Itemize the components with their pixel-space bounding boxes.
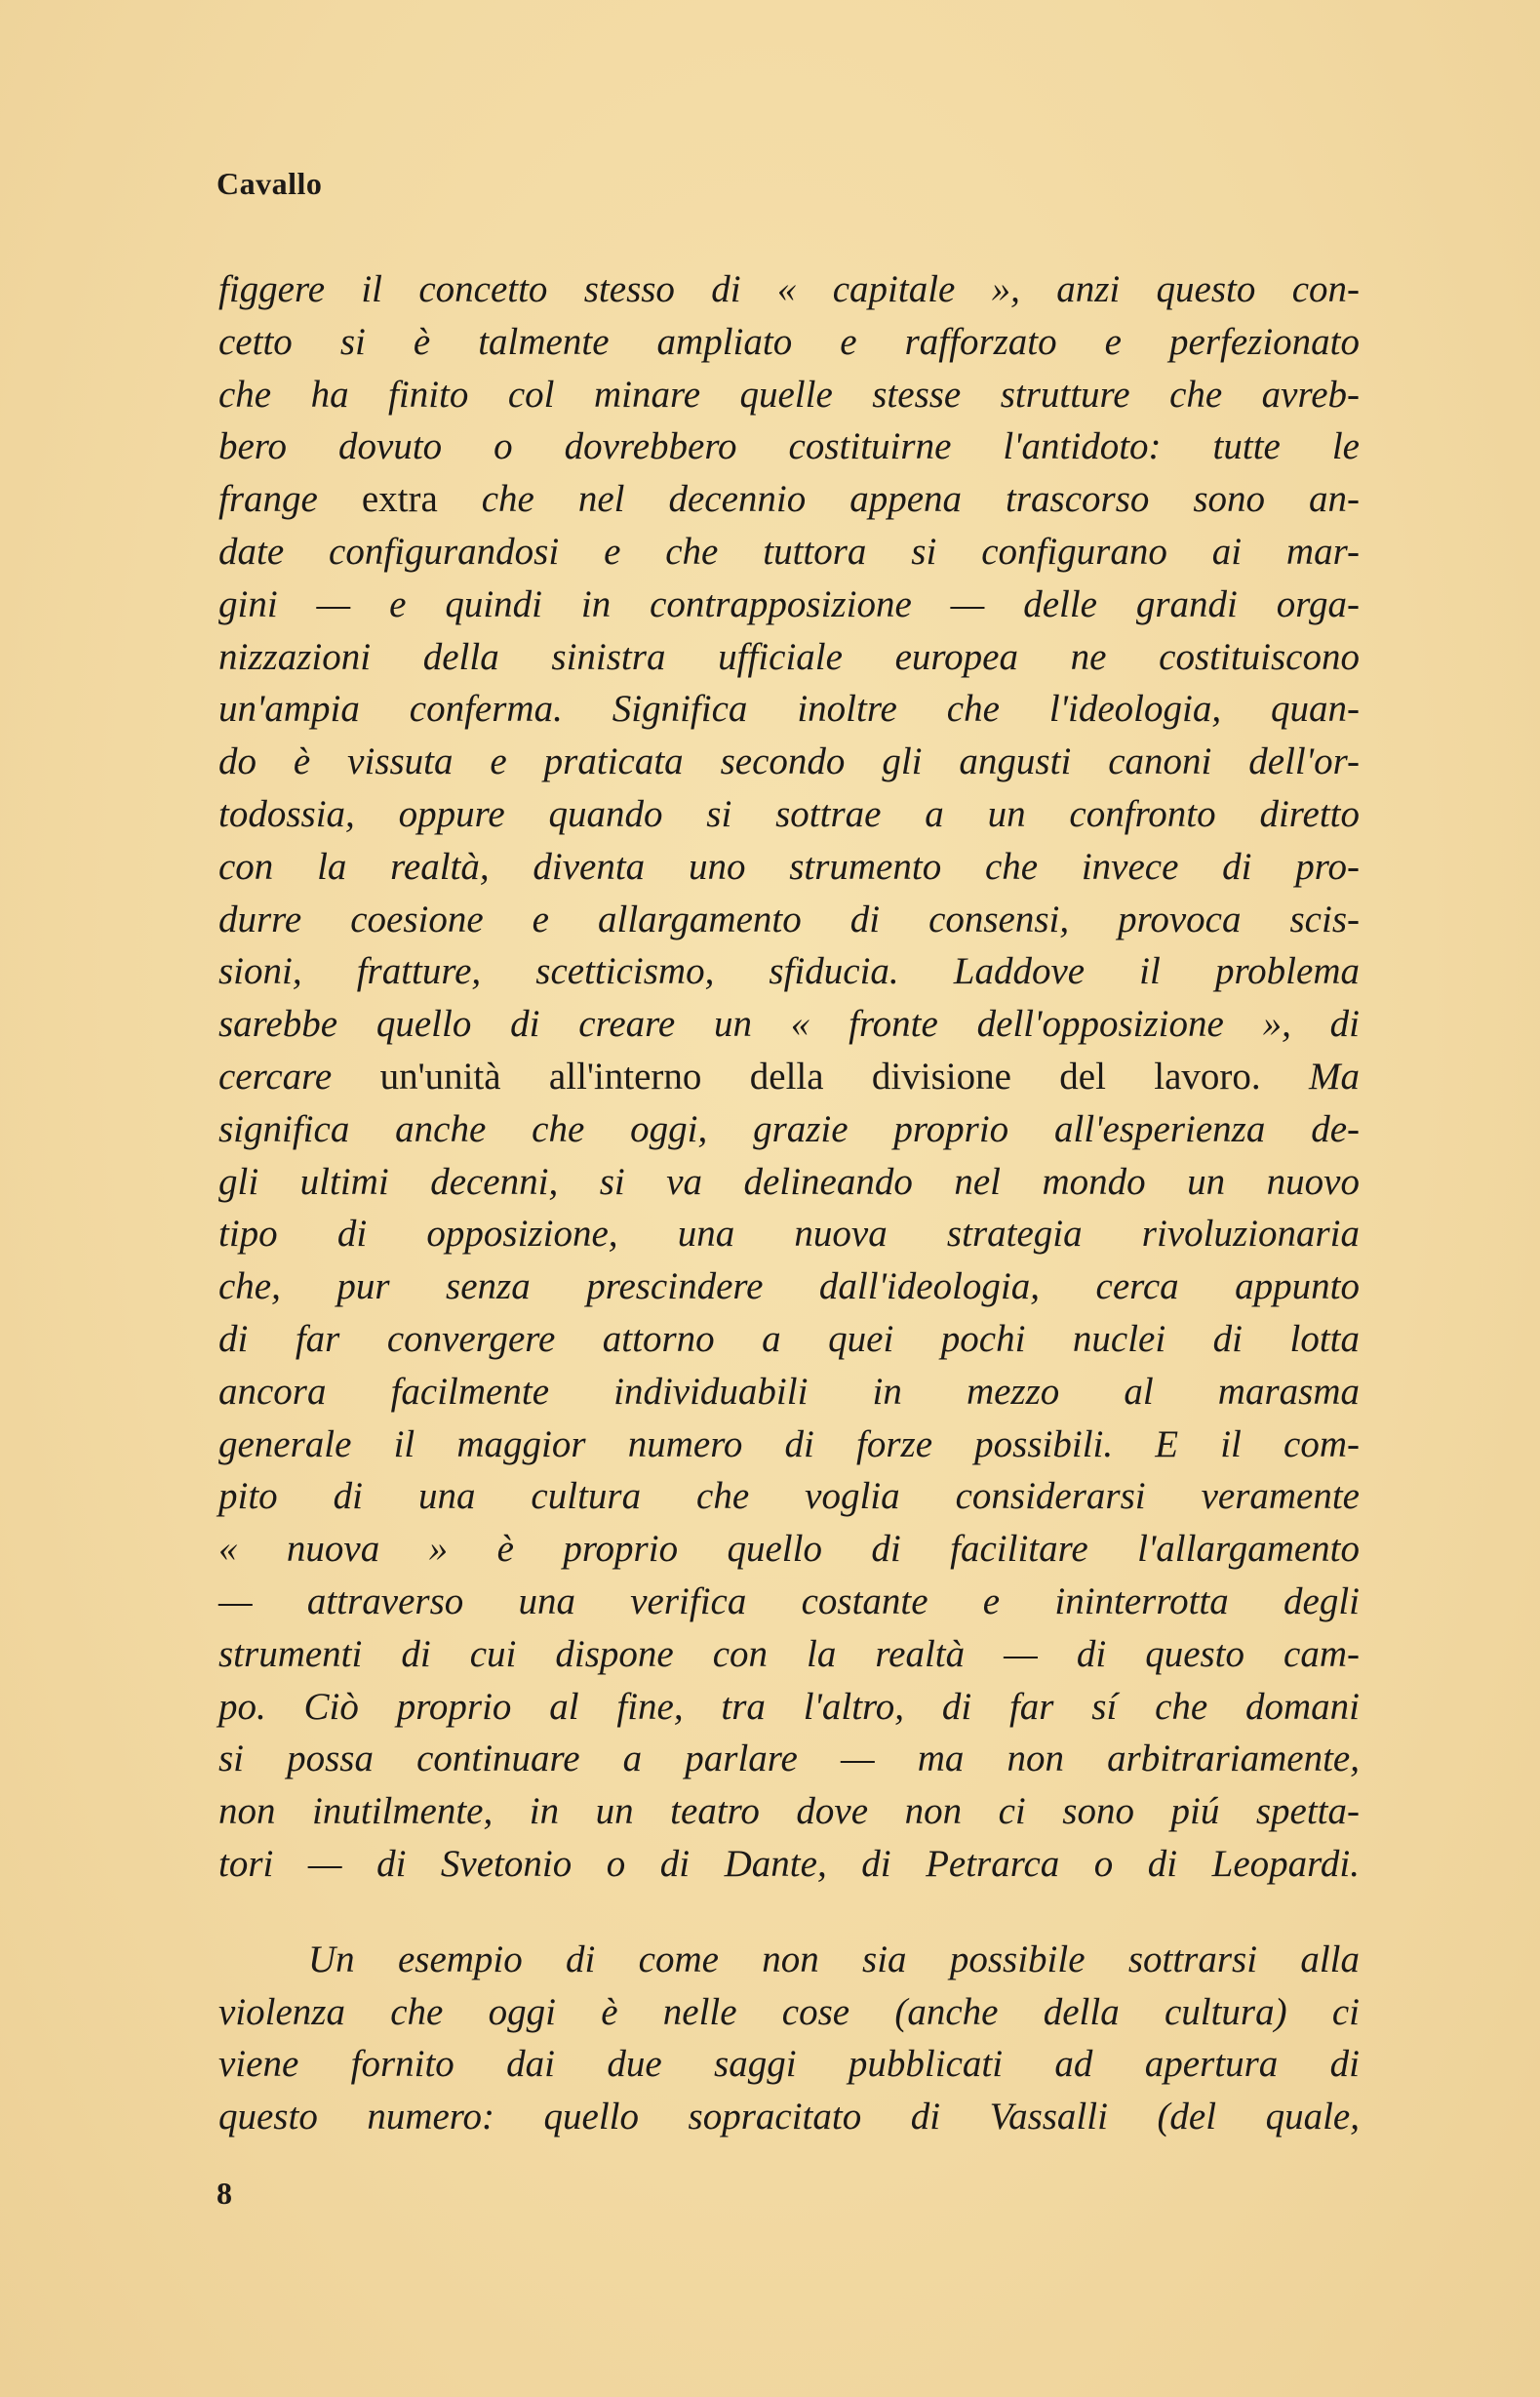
roman-text: un'unità all'interno della divisione del lavoro.	[379, 1055, 1310, 1098]
italic-text: date configurandosi e che tuttora si configurano ai mar-	[218, 530, 1360, 573]
text-line	[218, 736, 1360, 788]
paragraph-2	[218, 1934, 1360, 2143]
page-number: 8	[217, 2176, 232, 2211]
text-line	[218, 1470, 1360, 1523]
italic-text: questo numero: quello sopracitato di Vassalli (del quale,	[218, 2096, 1360, 2138]
text-line	[218, 1681, 1360, 1734]
text-line	[218, 1934, 1360, 1986]
italic-text: pito di una cultura che voglia considerarsi veramente	[218, 1475, 1360, 1518]
italic-text: bero dovuto o dovrebbero costituirne l'antidoto: tutte le	[218, 425, 1360, 468]
text-line	[218, 1628, 1360, 1681]
italic-text: si possa continuare a parlare — ma non arbitrariamente,	[218, 1738, 1360, 1780]
italic-text: Un esempio di come non sia possibile sottrarsi alla	[308, 1938, 1360, 1980]
text-line	[218, 683, 1360, 736]
italic-text: todossia, oppure quando si sottrae a un confronto diretto	[218, 792, 1360, 835]
text-line	[218, 1156, 1360, 1209]
text-line	[218, 1051, 1360, 1103]
italic-text: cercare	[218, 1055, 380, 1098]
italic-text: figgere il concetto stesso di « capitale », anzi questo con-	[218, 268, 1360, 310]
italic-text: sioni, fratture, scetticismo, sfiducia. Laddove il problema	[218, 950, 1360, 993]
text-line	[218, 1838, 1360, 1891]
text-line	[218, 841, 1360, 894]
text-line	[218, 579, 1360, 631]
italic-text: tipo di opposizione, una nuova strategia rivoluzionaria	[218, 1213, 1360, 1256]
body-text	[218, 263, 1360, 2143]
text-line	[218, 2091, 1360, 2143]
italic-text: che ha finito col minare quelle stesse strutture che avreb-	[218, 373, 1360, 416]
italic-text: cetto si è talmente ampliato e rafforzato e perfezionato	[218, 320, 1360, 363]
italic-text: viene fornito dai due saggi pubblicati ad apertura di	[218, 2043, 1360, 2086]
italic-text: « nuova » è proprio quello di facilitare l'allargamento	[218, 1528, 1360, 1571]
italic-text: durre coesione e allargamento di consensi, provoca scis-	[218, 898, 1360, 940]
text-line	[218, 420, 1360, 473]
text-line	[218, 1986, 1360, 2039]
italic-text: significa anche che oggi, grazie proprio all'esperienza de-	[218, 1107, 1360, 1150]
italic-text: violenza che oggi è nelle cose (anche della cultura) ci	[218, 1990, 1360, 2033]
text-line	[218, 316, 1360, 369]
text-line	[218, 998, 1360, 1051]
running-head: Cavallo	[217, 166, 323, 201]
italic-text: generale il maggior numero di forze possibili. E il com-	[218, 1422, 1360, 1465]
text-line	[218, 1733, 1360, 1785]
italic-text: che, pur senza prescindere dall'ideologia, cerca appunto	[218, 1265, 1360, 1308]
italic-text: sarebbe quello di creare un « fronte dell'opposizione », di	[218, 1003, 1360, 1046]
text-line	[218, 1260, 1360, 1313]
text-line	[218, 1523, 1360, 1576]
italic-text: un'ampia conferma. Significa inoltre che l'ideologia, quan-	[218, 688, 1360, 731]
italic-text: — attraverso una verifica costante e ininterrotta degli	[218, 1579, 1360, 1622]
text-line	[218, 1103, 1360, 1156]
italic-text: nizzazioni della sinistra ufficiale europea ne costituiscono	[218, 635, 1360, 678]
text-line	[218, 1208, 1360, 1260]
paragraph-1	[218, 263, 1360, 1891]
text-line	[218, 1576, 1360, 1628]
text-line	[218, 1785, 1360, 1838]
italic-text: tori — di Svetonio o di Dante, di Petrarca o di Leopardi.	[218, 1842, 1360, 1885]
text-line	[218, 369, 1360, 421]
italic-text: gini — e quindi in contrapposizione — delle grandi orga-	[218, 582, 1360, 625]
text-line	[218, 473, 1360, 526]
text-line	[218, 526, 1360, 579]
text-line	[218, 1313, 1360, 1366]
italic-text: ancora facilmente individuabili in mezzo al marasma	[218, 1370, 1360, 1413]
italic-text: non inutilmente, in un teatro dove non ci sono piú spetta-	[218, 1790, 1360, 1833]
italic-text: do è vissuta e praticata secondo gli angusti canoni dell'or-	[218, 740, 1360, 783]
italic-text: di far convergere attorno a quei pochi nuclei di lotta	[218, 1317, 1360, 1360]
italic-text: gli ultimi decenni, si va delineando nel mondo un nuovo	[218, 1160, 1360, 1203]
text-line	[218, 788, 1360, 841]
text-line	[218, 2038, 1360, 2091]
text-line	[218, 894, 1360, 946]
italic-text: po. Ciò proprio al fine, tra l'altro, di far sí che domani	[218, 1685, 1360, 1728]
italic-text: Ma	[1309, 1055, 1361, 1098]
paragraph-gap	[218, 1891, 1360, 1934]
italic-text: frange	[218, 478, 362, 521]
italic-text: strumenti di cui dispone con la realtà — di questo cam-	[218, 1632, 1360, 1675]
roman-text: extra	[361, 478, 482, 521]
text-line	[218, 1366, 1360, 1418]
text-line	[218, 945, 1360, 998]
italic-text: che nel decennio appena trascorso sono an-	[481, 478, 1360, 521]
text-line	[218, 631, 1360, 684]
text-line	[218, 1418, 1360, 1471]
text-line	[218, 263, 1360, 316]
italic-text: con la realtà, diventa uno strumento che invece di pro-	[218, 845, 1360, 888]
